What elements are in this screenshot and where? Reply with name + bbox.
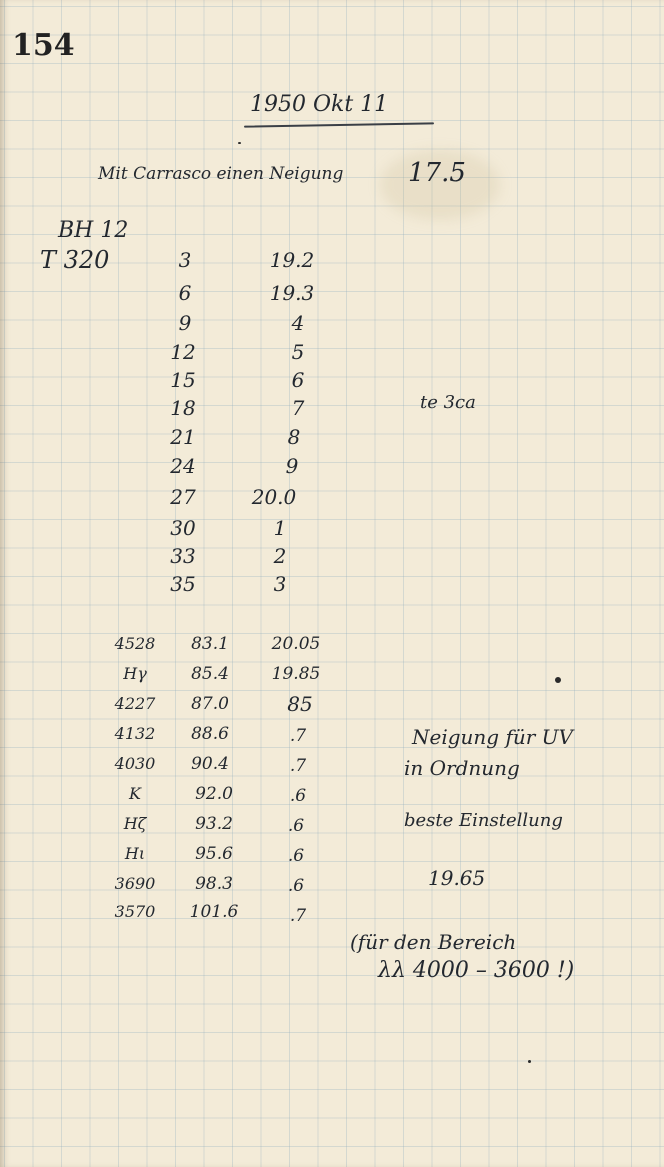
table1-col-b: 2 xyxy=(273,544,287,568)
table2-line: Hζ xyxy=(123,814,147,833)
top-note: Mit Carrasco einen Neigung xyxy=(98,164,344,184)
table1-col-a: 35 xyxy=(170,572,196,596)
table2-pos: 85.4 xyxy=(191,664,229,684)
right-note-value: 19.65 xyxy=(428,866,486,890)
table2-line: 3690 xyxy=(114,874,156,893)
table1-col-a: 9 xyxy=(178,311,192,335)
table2-line: 4227 xyxy=(114,694,156,713)
right-note-line3: beste Einstellung xyxy=(404,810,563,831)
table1-col-b: 19.2 xyxy=(269,248,315,272)
table2-val: 85 xyxy=(287,692,313,716)
ink-dot xyxy=(528,1060,531,1063)
table1-col-a: 18 xyxy=(170,396,196,420)
table2-val: 19.85 xyxy=(271,664,321,684)
table1-col-b: 4 xyxy=(291,311,305,335)
table2-pos: 92.0 xyxy=(195,784,233,804)
table2-pos: 90.4 xyxy=(191,754,229,774)
table2-val: .7 xyxy=(289,726,307,746)
table2-pos: 83.1 xyxy=(191,634,229,654)
table2-line: 4030 xyxy=(114,754,156,773)
page-number: 154 xyxy=(12,28,75,63)
right-note-line1: Neigung für UV xyxy=(412,725,573,749)
table1-col-a: 15 xyxy=(170,368,196,392)
table1-col-b: 20.0 xyxy=(251,485,297,509)
table1-side-note: te 3ca xyxy=(420,392,476,413)
table2-pos: 101.6 xyxy=(189,902,239,922)
table2-val: .6 xyxy=(287,816,305,836)
table1-col-a: 12 xyxy=(170,340,196,364)
table2-line: Hγ xyxy=(123,664,147,683)
table1-col-b: 5 xyxy=(291,340,305,364)
table2-line: K xyxy=(129,784,141,803)
table1-col-a: 30 xyxy=(170,516,196,540)
table1-col-b: 9 xyxy=(285,454,299,478)
table1-col-a: 21 xyxy=(170,425,196,449)
table2-pos: 93.2 xyxy=(195,814,233,834)
table2-pos: 87.0 xyxy=(191,694,229,714)
range-note-line1: (für den Bereich xyxy=(350,930,517,954)
ink-dot xyxy=(555,677,561,683)
ink-dot xyxy=(238,142,241,144)
table2-val: .6 xyxy=(287,846,305,866)
table1-col-a: 24 xyxy=(170,454,196,478)
table1-col-b: 3 xyxy=(273,572,287,596)
table2-line: Hι xyxy=(124,844,146,863)
table1-col-a: 27 xyxy=(170,485,196,509)
table1-col-b: 19.3 xyxy=(269,281,315,305)
table2-line: 3570 xyxy=(114,902,156,921)
top-note-value: 17.5 xyxy=(408,158,466,188)
table1-col-a: 6 xyxy=(178,281,192,305)
table1-col-b: 1 xyxy=(273,516,287,540)
table1-col-b: 7 xyxy=(291,396,305,420)
table2-line: 4528 xyxy=(114,634,156,653)
temperature-label: T 320 xyxy=(40,246,110,274)
table2-val: .7 xyxy=(289,906,307,926)
table1-col-b: 6 xyxy=(291,368,305,392)
table2-val: .6 xyxy=(289,786,307,806)
table1-col-a: 3 xyxy=(178,248,192,272)
table2-val: 20.05 xyxy=(271,634,321,654)
date-underline xyxy=(244,122,434,127)
table2-pos: 95.6 xyxy=(195,844,233,864)
table2-line: 4132 xyxy=(114,724,156,743)
date-heading: 1950 Okt 11 xyxy=(250,92,389,117)
plate-label: BH 12 xyxy=(58,218,129,243)
right-note-line2: in Ordnung xyxy=(404,756,520,780)
table2-val: .7 xyxy=(289,756,307,776)
table2-val: .6 xyxy=(287,876,305,896)
table2-pos: 88.6 xyxy=(191,724,229,744)
table1-col-b: 8 xyxy=(287,425,301,449)
range-note-line2: λλ 4000 – 3600 !) xyxy=(378,958,575,983)
table1-col-a: 33 xyxy=(170,544,196,568)
table2-pos: 98.3 xyxy=(195,874,233,894)
